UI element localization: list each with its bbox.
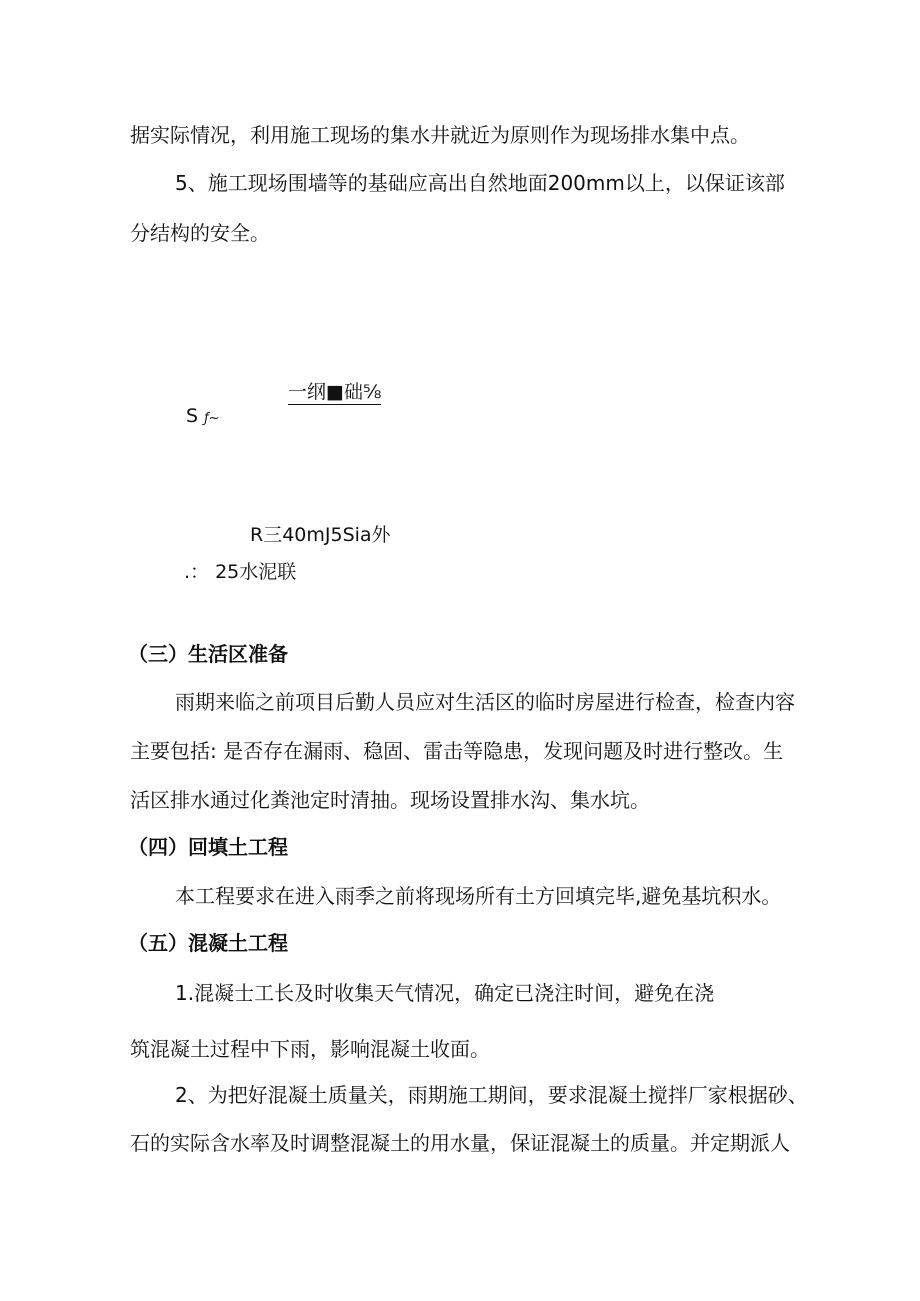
figure-label-s-sub: ƒ~ <box>204 411 220 426</box>
section5-item2-line1: 2、为把好混凝土质量关，雨期施工期间，要求混凝土搅拌厂家根据砂、 <box>175 1083 808 1107</box>
section5-item1-line2: 筑混凝土过程中下雨，影响混凝土收面。 <box>130 1037 490 1061</box>
section4-line1: 本工程要求在进入雨季之前将现场所有土方回填完毕,避免基坑积水。 <box>175 884 782 908</box>
figure-label-r: R三40mJ5Sia外 <box>250 524 391 546</box>
section3-line1: 雨期来临之前项目后勤人员应对生活区的临时房屋进行检查，检查内容 <box>175 690 795 714</box>
section3-line2: 主要包括: 是否存在漏雨、稳固、雷击等隐患，发现问题及时进行整改。生 <box>130 739 784 763</box>
section5-item2-line2: 石的实际含水率及时调整混凝土的用水量，保证混凝土的质量。并定期派人 <box>130 1131 790 1155</box>
section5-item1-line1: 1.混凝士工长及时收集天气情况，确定已浇注时间，避免在浇 <box>175 981 715 1005</box>
figure-label-s-main: S <box>186 405 199 427</box>
paragraph-drainage: 据实际情况，利用施工现场的集水井就近为原则作为现场排水集中点。 <box>130 123 750 147</box>
figure-label-s <box>186 405 220 430</box>
paragraph-wall-line1: 5、施工现场围墙等的基础应高出自然地面200mm以上，以保证该部 <box>175 171 785 195</box>
section-heading-living-area: （三）生活区准备 <box>128 642 288 666</box>
figure-label-top: 一纲■础⅝ <box>288 381 382 403</box>
paragraph-wall-line2: 分结构的安全。 <box>130 221 270 245</box>
section3-line3: 活区排水通过化粪池定时清抽。现场设置排水沟、集水坑。 <box>130 788 650 812</box>
section-heading-concrete: （五）混凝土工程 <box>128 931 288 955</box>
figure-label-cement: .： 25水泥联 <box>184 561 297 583</box>
section-heading-backfill: （四）回填土工程 <box>128 835 288 859</box>
